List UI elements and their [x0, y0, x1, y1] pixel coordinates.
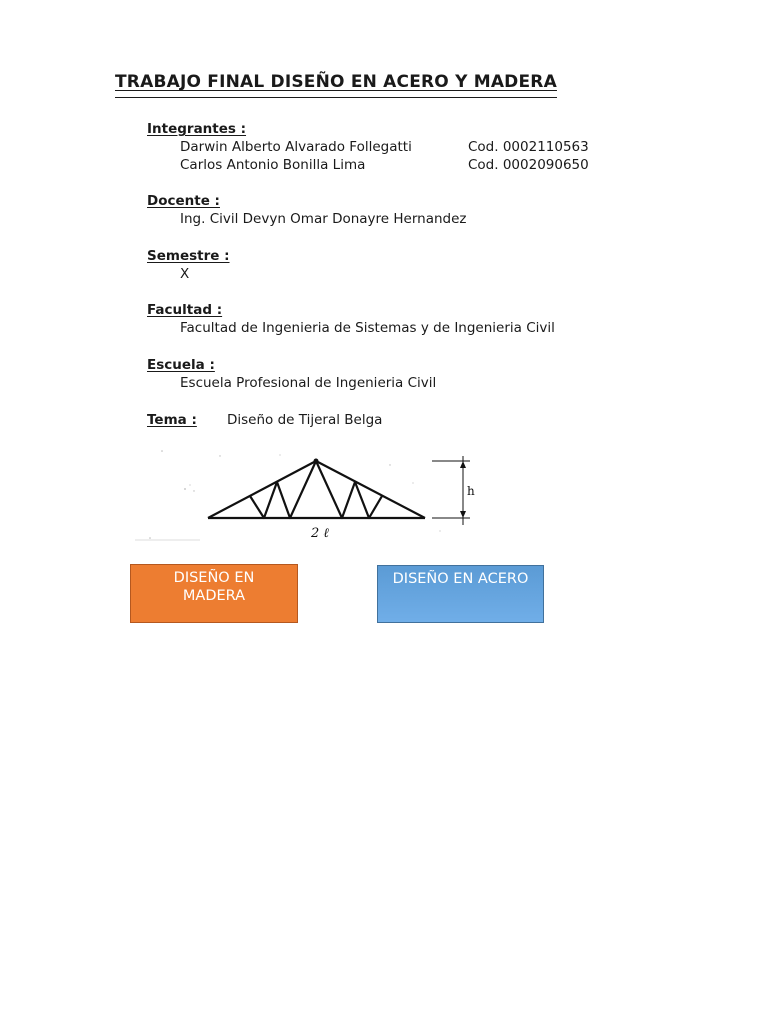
member-code: Cod. 0002090650: [468, 157, 589, 173]
member-name: Darwin Alberto Alvarado Follegatti: [180, 139, 412, 155]
facultad-label: Facultad :: [147, 302, 223, 318]
escuela-value: Escuela Profesional de Ingenieria Civil: [180, 375, 437, 391]
scan-noise: [149, 450, 440, 540]
diseno-acero-button[interactable]: [377, 565, 544, 623]
truss-apex: [314, 459, 319, 464]
truss-top-chord-left: [208, 461, 316, 518]
facultad-value: Facultad de Ingenieria de Sistemas y de Ingenieria Civil: [180, 320, 555, 336]
integrantes-label: Integrantes :: [147, 121, 247, 137]
semestre-value: X: [180, 266, 190, 282]
semestre-label: Semestre :: [147, 248, 230, 264]
docente-value: Ing. Civil Devyn Omar Donayre Hernandez: [180, 211, 467, 227]
truss-top-chord-right: [316, 461, 425, 518]
tema-label: Tema :: [147, 412, 197, 428]
span-label: 2 ℓ: [311, 526, 329, 541]
belgian-truss-figure: [130, 443, 482, 543]
document-title: TRABAJO FINAL DISEÑO EN ACERO Y MADERA: [115, 72, 557, 92]
escuela-label: Escuela :: [147, 357, 215, 373]
arrow-down: [460, 511, 466, 518]
tema-value: Diseño de Tijeral Belga: [227, 412, 383, 428]
member-name: Carlos Antonio Bonilla Lima: [180, 157, 366, 173]
docente-label: Docente :: [147, 193, 220, 209]
member-code: Cod. 0002110563: [468, 139, 589, 155]
diseno-madera-button[interactable]: [130, 564, 298, 623]
arrow-up: [460, 461, 466, 468]
diseno-madera-label: DISEÑO EN MADERA: [173, 570, 255, 604]
height-label: h: [467, 484, 475, 498]
diseno-acero-label: DISEÑO EN ACERO: [392, 571, 529, 587]
